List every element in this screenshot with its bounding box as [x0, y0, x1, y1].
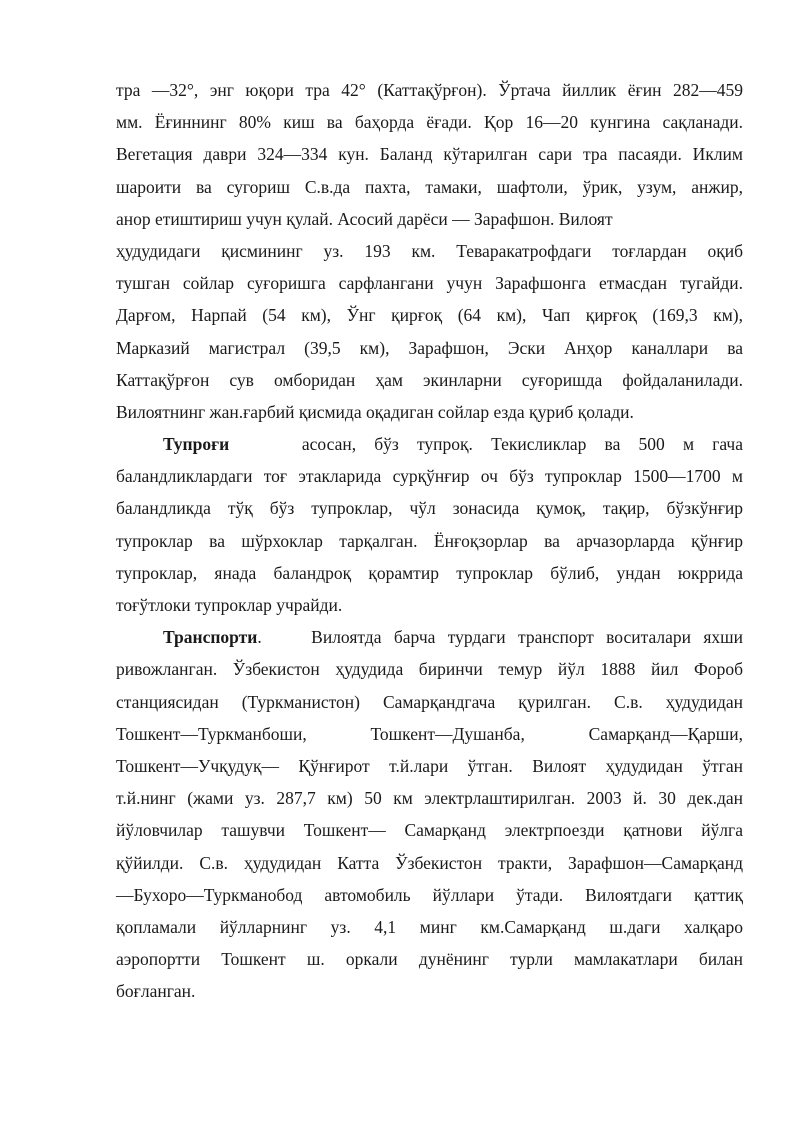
paragraph-transport: [116, 621, 743, 1007]
section-heading-transport: Транспорти: [163, 627, 258, 648]
text-run: асосан, бўз тупроқ. Текисликлар ва 500 м гача: [301, 434, 744, 455]
text-line: Дарғом, Нарпай (54 км), Ўнг қирғоқ (64 км), Чап қирғоқ (169,3 км),: [116, 305, 743, 326]
text-line: қопламали йўлларнинг уз. 4,1 минг км.Самарқанд ш.даги халқаро: [116, 916, 743, 937]
text-line: тушган сойлар суғоришга сарфлангани учун Зарафшонга етмасдан тугайди.: [116, 273, 743, 294]
text-line: қўйилди. С.в. ҳудудидан Катта Ўзбекистон тракти, Зарафшон—Самарқанд: [116, 852, 743, 873]
text-line: ҳудудидаги қисмининг уз. 193 км. Теваракатрофдаги тоғлардан оқиб: [116, 240, 743, 261]
text-line: Тошкент—Учқудуқ— Қўнғирот т.й.лари ўтган. Вилоят ҳудудидан ўтган: [116, 755, 743, 776]
text-line: тоғўтлоки тупроклар учрайди.: [116, 595, 343, 615]
text-line: тупроклар, янада баландроқ қорамтир тупроклар бўлиб, ундан юкррида: [116, 562, 743, 583]
text-line: —Бухоро—Туркманобод автомобиль йўллари ўтади. Вилоятдаги қаттиқ: [116, 884, 743, 905]
text-line: йўловчилар ташувчи Тошкент— Самарқанд электрпоезди қатнови йўлга: [116, 820, 743, 841]
text-line: боғланган.: [116, 981, 196, 1002]
paragraph-soils: [116, 428, 743, 621]
text-line: Марказий магистрал (39,5 км), Зарафшон, Эски Анҳор каналлари ва: [116, 337, 743, 358]
text-line: тупроклар ва шўрхоклар тарқалган. Ёнғоқзорлар ва арчазорларда қўнғир: [116, 530, 743, 551]
text-line: т.й.нинг (жами уз. 287,7 км) 50 км электрлаштирилган. 2003 й. 30 дек.дан: [116, 788, 743, 809]
text-line: [116, 621, 743, 653]
text-line: аэропортти Тошкент ш. оркали дунёнинг турли мамлакатлари билан: [116, 949, 743, 970]
text-line: Вегетация даври 324—334 кун. Баланд кўтарилган сари тра пасаяди. Иклим: [116, 144, 743, 165]
text-line: тра —32°, энг юқори тра 42° (Каттақўрғон). Ўртача йиллик ёғин 282—459: [116, 80, 743, 100]
paragraph-climate: [116, 74, 743, 428]
text-line: ривожланган. Ўзбекистон ҳудудида биринчи темур йўл 1888 йил Фороб: [116, 659, 743, 680]
text-line: Вилоятнинг жан.ғарбий қисмида оқадиган сойлар езда қуриб қолади.: [116, 401, 634, 422]
text-line: Тошкент—Туркманбоши, Тошкент—Душанба, Самарқанд—Қарши,: [116, 723, 743, 744]
text-run: Вилоятда барча турдаги транспорт воситалари яхши: [311, 627, 743, 648]
text-line: шароити ва сугориш С.в.да пахта, тамаки, шафтоли, ўрик, узум, анжир,: [116, 176, 743, 197]
text-line: анор етиштириш учун қулай. Асосий дарёси — Зарафшон. Вилоят: [116, 208, 613, 229]
document-body: [116, 74, 743, 1007]
heading-punctuation: .: [257, 627, 262, 648]
text-line: станциясидан (Туркманистон) Самарқандгача қурилган. С.в. ҳудудидан: [116, 691, 743, 712]
section-heading-soils: Тупроғи: [163, 434, 230, 455]
text-line: баландликда тўқ бўз тупроклар, чўл зонасида қумоқ, тақир, бўзкўнғир: [116, 498, 743, 519]
text-line: Каттақўрғон сув омборидан ҳам экинларни суғоришда фойдаланилади.: [116, 369, 743, 390]
text-line: мм. Ёғиннинг 80% киш ва баҳорда ёғади. Қор 16—20 кунгина сақланади.: [116, 112, 743, 133]
text-line: баландликлардаги тоғ этакларида сурқўнғир оч бўз тупроклар 1500—1700 м: [116, 466, 743, 487]
text-line: [116, 428, 743, 460]
